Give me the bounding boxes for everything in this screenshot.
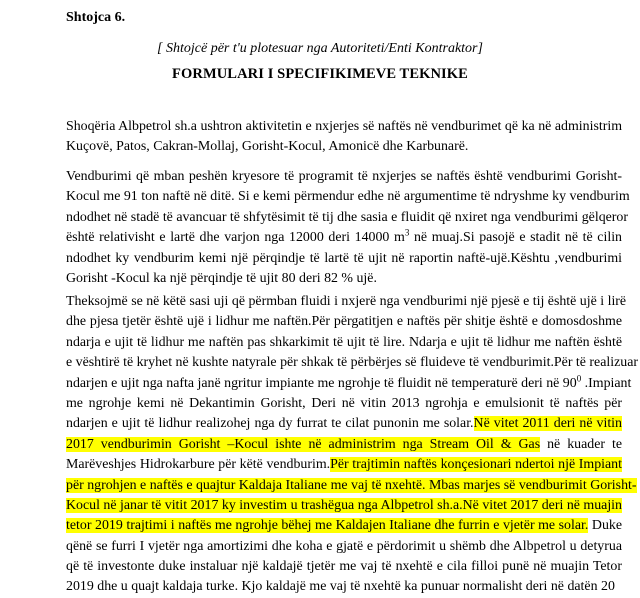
text-line [66,292,627,312]
highlighted-text: për ngrohjen e naftës e quajtur Kaldaja Italiane me vaj të nxehtë. [66,477,426,493]
text-line [66,516,622,536]
text-run: Vendburimi që mban peshën kryesore të programit të nxjerjes se naftës është vendburimi Gorisht- [66,169,622,184]
text-run: .Impiant [581,375,632,391]
text-run: Kocul me 91 ton naftë në ditë. Si e kemi përmendur edhe në argumentime të ndryshme ky vendburim [66,189,630,205]
text-run: ndarjen e ujit të lidhur realizohej nga dy furrat te cilat punonin me solar. [66,416,474,432]
text-run: qënë se furri I vjetër ngа amortizimi dhe koha e gjatë e përdorimit u shëmb dhe Albpetrol u detyrua [66,538,622,554]
highlighted-text: tetor 2019 trajtimi i naftës me ngrohje bëhej me Kaldajen Italiane dhe furrin e vjetër me solar. [66,518,589,534]
text-line [66,137,622,157]
text-line [66,249,622,269]
annex-note: [ Shtojcë për t'u plotesuar nga Autoriteti/Enti Kontraktor] [157,41,483,56]
text-run: ndodhet në stadë të avancuar të shfytësimit të tij dhe sasia e fluidit që nxiret nga vendburimi gëlqeror [66,209,629,225]
text-line [66,333,622,353]
annex-label: Shtojca 6. [66,10,126,25]
paragraph-company-activity [66,117,622,158]
text-run: Shoqëria Albpetrol sh.a ushtron aktivitetin e nxjerjes së naftës në vendburimet që ka në administrim [66,119,622,134]
text-line [66,414,622,434]
text-run: Gorisht -Kocul ka një përqindje të ujit 80 deri 82 % ujë. [66,270,377,286]
text-run: që të investonte duke instaluar një kaldajë tjetër me vaj të nxehtë e cila filloi punë në muajin Tetor [66,559,622,575]
text-run: e vështirë të kryhet në kushte natyrale për shkak të përbërjes së fluideve të vendburimit.Për të realizuar [66,355,638,371]
text-run: Kuçovë, Patos, Cakran-Mollaj, Gorisht-Kocul, Amonicë dhe Karbunarë. [66,139,469,155]
highlighted-text: 2017 vendburimin Gorisht –Kocul ishte në administrim nga Stream Oil & Gas [66,436,541,452]
document-title: FORMULARI I SPECIFIKIMEVE TEKNIKE [172,66,468,82]
text-run: Duke [588,518,622,534]
text-line [66,557,622,577]
text-line [66,208,629,228]
text-line [66,117,622,137]
paragraph-gorisht-kocul-field [66,167,630,289]
text-line [66,537,622,557]
text-line [66,577,622,597]
text-run: në kuader te [540,436,622,452]
paragraph-water-separation [66,292,638,598]
text-run: ndarjen e ujit nga nafta janë ngritur impiante me ngrohje të fluidit në temperaturë deri në 90 [66,375,577,391]
text-line [66,187,630,207]
text-line [66,476,637,496]
text-line [66,228,622,248]
text-line [66,435,622,455]
text-run: në muaj.Si pasojë e stadit në të cilin [409,230,622,246]
text-line [66,353,638,373]
text-line [66,496,622,516]
highlighted-text: Mbas marjes së vendburimit Gorisht- [425,477,637,493]
highlighted-text: Për trajtimin naftës konçesionari ndertoi një Impiant [330,457,622,473]
text-line [66,394,622,414]
text-line [66,455,622,475]
text-line [66,372,632,394]
highlighted-text: Në vitet 2017 deri në muajin [462,497,622,513]
highlighted-text: Në vitet 2011 deri në vitin [473,416,622,432]
text-line [66,312,622,332]
text-run: 2019 dhe u quajt kaldaja turke. Kjo kaldajë me vaj të nxehtë ka punuar normalisht deri në datën 20 [66,579,615,595]
text-run: me ngrohje kemi në Dekantimin Gorisht, Deri në vitin 2013 ngrohja e emulsionit të naftës për [66,395,622,411]
text-run: Marëveshjes Hidrokarbure për këtë vendburim. [66,457,331,473]
text-run: dhe pjesa tjetër është ujë i lidhur me naftën.Për përgatitjen e naftës për shitje është e domosdoshme [66,314,622,330]
superscript: 0 [576,372,582,383]
text-line [66,167,622,187]
text-run: ndodhet ky vendburim kemi një përqindje të lartë të ujit në raportin naftë-ujë.Kështu ,vendburimi [66,250,622,266]
text-run: është relativisht e lartë dhe varjon nga 12000 deri 14000 m [66,230,405,246]
text-line [66,269,622,289]
text-run: ndarja e ujit të lidhur me naftën pas shkarkimit të ujit të lire. Ndarja e ujit të lidhur me naftën është [66,334,622,350]
text-run: Theksojmë se në këtë sasi uji që përmban fluidi i nxjerë nga vendburimi një pjesë e tij është ujë i lirë [66,294,627,309]
highlighted-text: Kocul në janar të vitit 2017 ky investim u trashëgua nga Albpetrol sh.a. [66,497,463,513]
superscript: 3 [404,227,410,238]
